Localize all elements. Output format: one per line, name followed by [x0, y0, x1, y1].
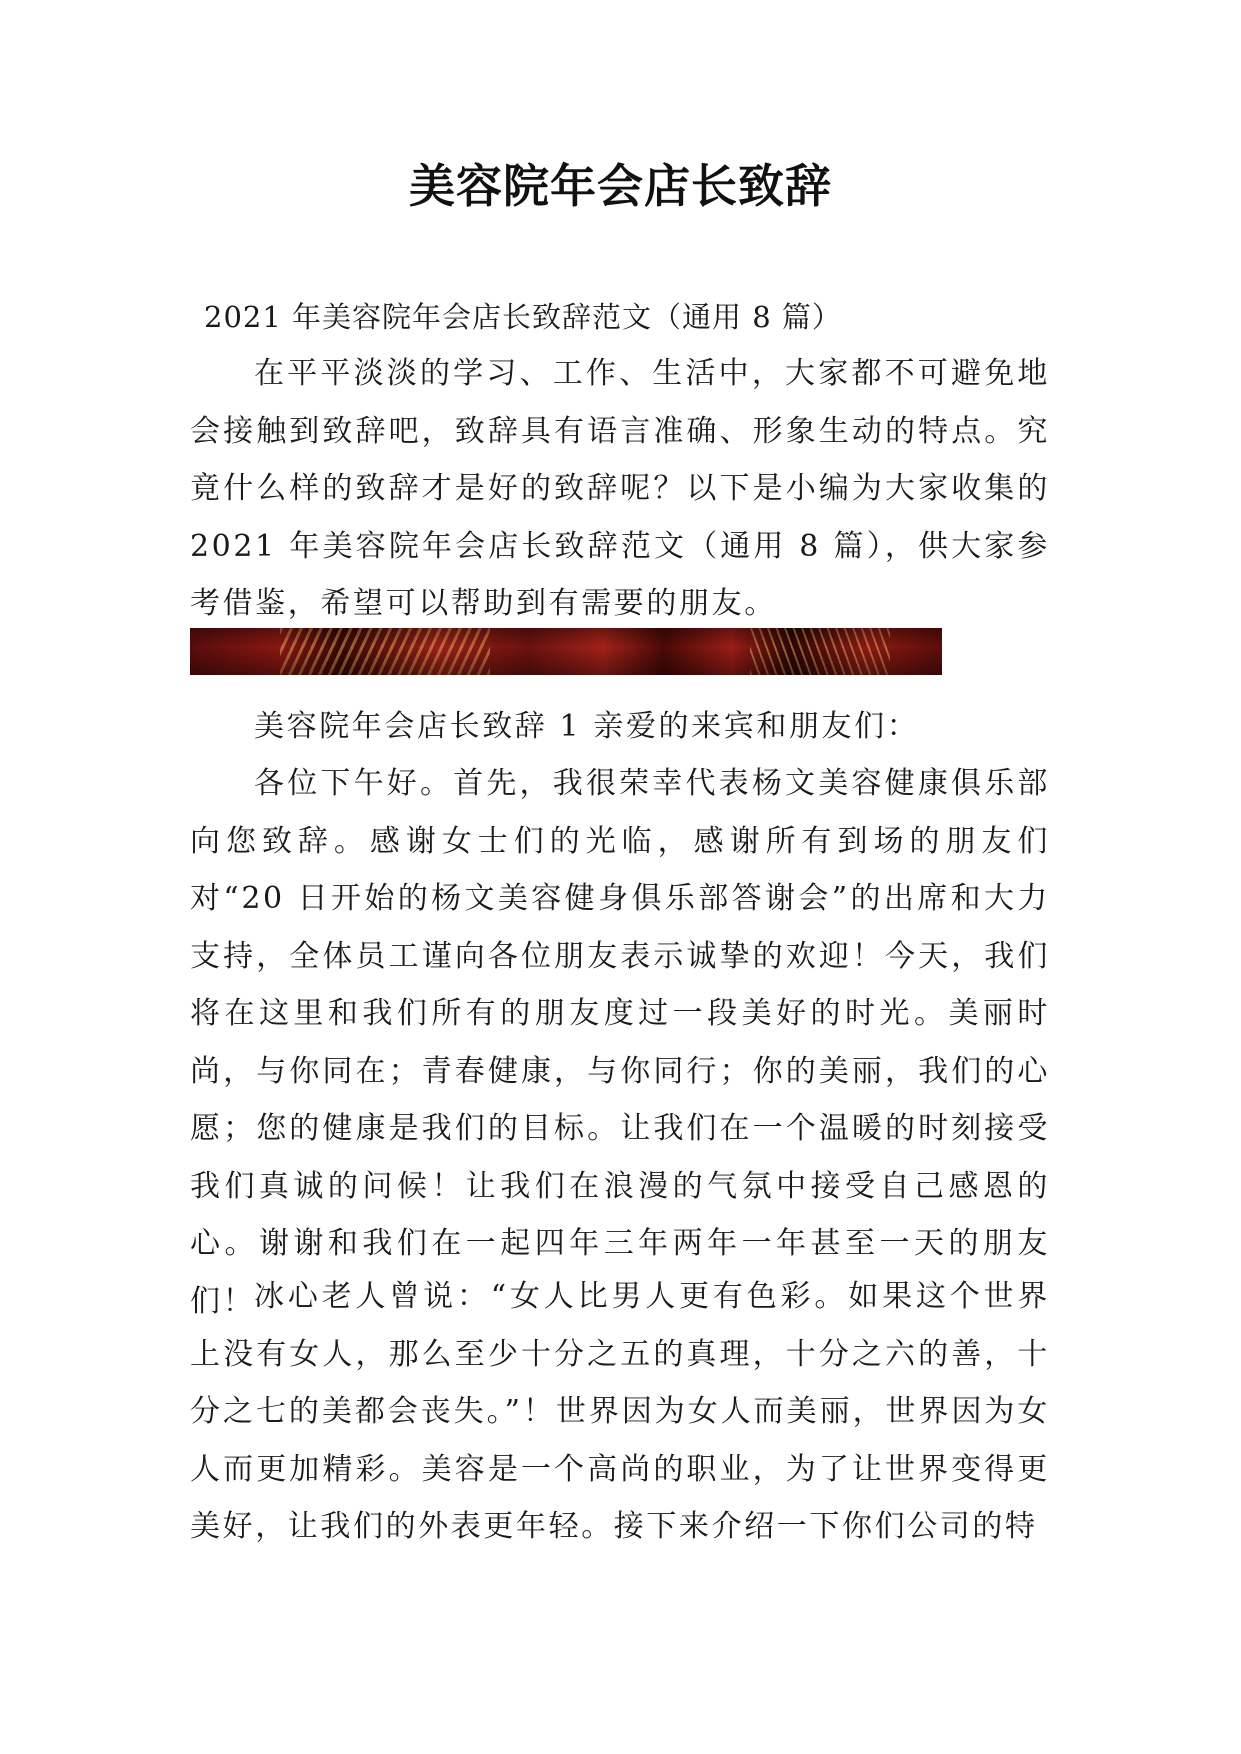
body-paragraph-1: 美容院年会店长致辞 1 亲爱的来宾和朋友们： [254, 709, 920, 744]
body-paragraph-2: 各位下午好。首先，我很荣幸代表杨文美容健康俱乐部向您致辞。感谢女士们的光临，感谢所有到场的朋友们对“20 日开始的杨文美容健身俱乐部答谢会”的出席和大力支持，全体员工谨向各位朋友表示诚挚的欢迎！今天，我们将在这里和我们所有的朋友度过一段美好的时光。美丽时尚，与你同在；青春健康，与你同行；你的美丽，我们的心愿；您的健康是我们的目标。让我们在一个温暖的时刻接受我们真诚的问候！让我们在浪漫的气氛中接受自己感恩的心。谢谢和我们在一起四年三年两年一年甚至一天的朋友们！ [190, 766, 1050, 1319]
body-paragraph-3: 冰心老人曾说：“女人比男人更有色彩。如果这个世界上没有女人，那么至少十分之五的真理，十分之六的善，十分之七的美都会丧失。”！世界因为女人而美丽，世界因为女人而更加精彩。美容是一个高尚的职业，为了让世界变得更美好，让我们的外表更年轻。接下来介绍一下你们公司的特 [190, 1279, 1050, 1544]
document-subtitle: 2021 年美容院年会店长致辞范文（通用 8 篇） [204, 300, 842, 334]
document-title: 美容院年会店长致辞 [409, 159, 832, 213]
decorative-banner-image [190, 628, 942, 675]
intro-paragraph: 在平平淡淡的学习、工作、生活中，大家都不可避免地会接触到致辞吧，致辞具有语言准确、形象生动的特点。究竟什么样的致辞才是好的致辞呢？以下是小编为大家收集的 2021 年美容院年会店长致辞范文（通用 8 篇），供大家参考借鉴，希望可以帮助到有需要的朋友。 [190, 356, 1050, 621]
